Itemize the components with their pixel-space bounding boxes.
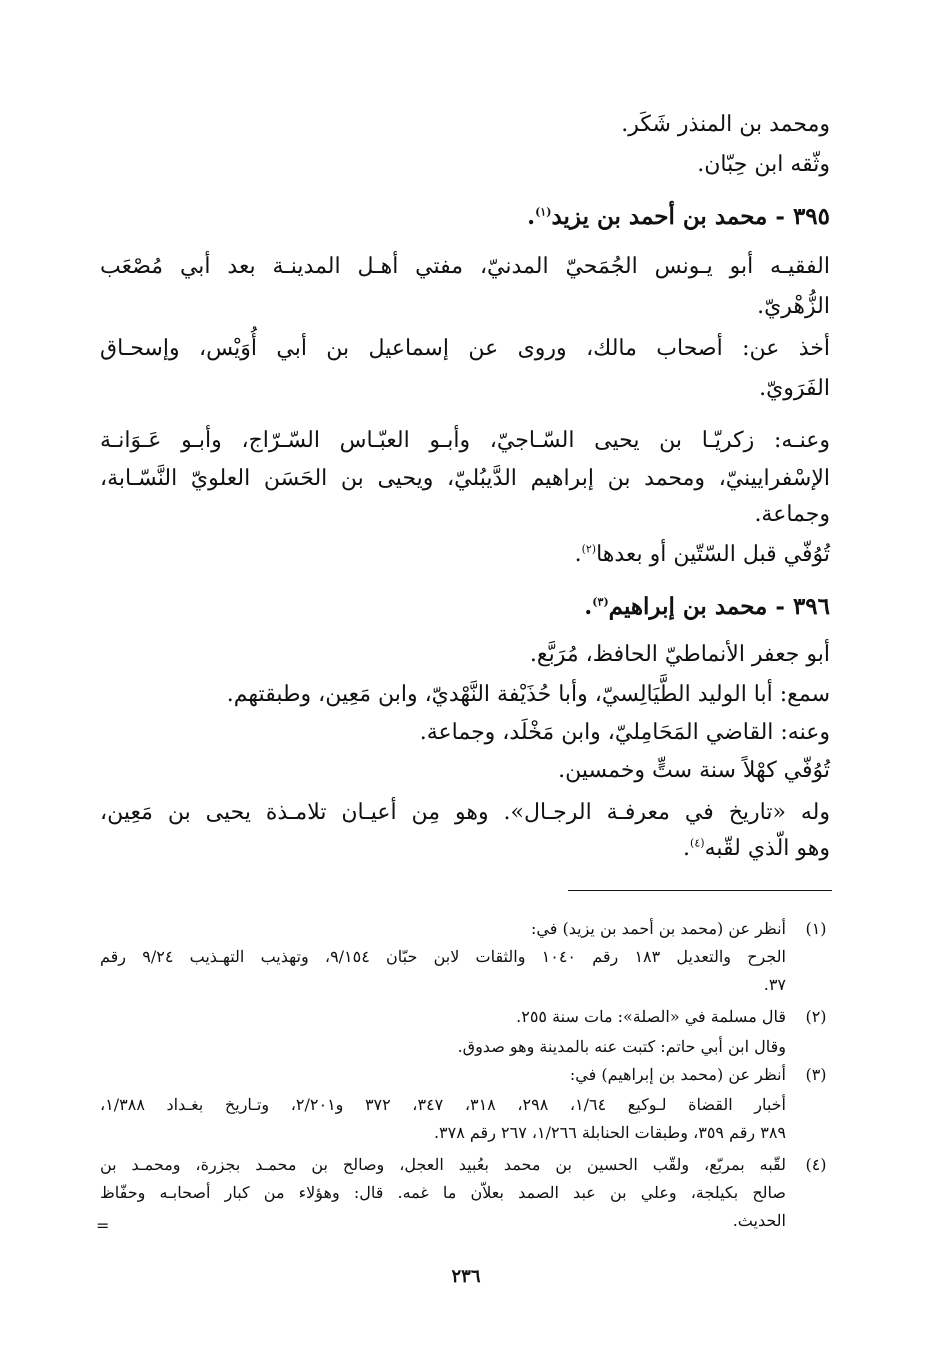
text-line: ومحمد بن المنذر شَكَر. (621, 112, 830, 137)
text-line: وهو الّذي لقّبه$^{(٤)}$. (683, 836, 830, 861)
footnote-ref: (٣) (592, 595, 609, 609)
text-line: وعنـه: زكريّـا بن يحيى السّـاجيّ، وأبـو العبّـاس السّـرّاج، وأبـو عَـوَانـة (100, 428, 830, 453)
text-line: سمع: أبا الوليد الطَّيَالِسيّ، وأبا حُذَيْفة النَّهْديّ، وابن مَعِين، وطبقتهم. (226, 682, 830, 707)
text-line: تُوُفّي كهْلاً سنة ستٍّ وخمسين. (558, 758, 830, 783)
text-line: أبو جعفر الأنماطيّ الحافظ، مُرَبَّع. (529, 642, 830, 667)
footnote-line: صالح بكيلجة، وعلي بن عبد الصمد بعلاّن ما غمه. قال: وهؤلاء من كبار أصحابـه وحفّاظ (100, 1183, 786, 1202)
footnote-line: ٣٨٩ رقم ٣٥٩، وطبقات الحنابلة ١/٢٦٦، ٢٦٧ رقم ٣٧٨. (433, 1123, 786, 1142)
text-line: وثّقه ابن حِبّان. (697, 152, 830, 177)
footnote-ref: (٢) (581, 542, 597, 556)
footnote-line: الحديث. (732, 1211, 786, 1230)
footnote-line: لقّبه بمربّع، ولقّب الحسين بن محمد بعُبيد العجل، وصالح بن محمـد بجزرة، ومحمـد بن (100, 1155, 787, 1174)
continuation-mark: = (96, 1216, 110, 1235)
page-number: ٢٣٦ (451, 1266, 481, 1287)
footnote-number: (١) (805, 919, 827, 938)
text-line: الزُّهْريّ. (757, 294, 830, 319)
footnote-number: (٢) (805, 1007, 827, 1026)
text-line: وجماعة. (754, 502, 830, 527)
footnote-line: الجرح والتعديل ١٨٣ رقم ١٠٤٠ والثقات لابن حبّان ٩/١٥٤، وتهذيب التهـذيب ٩/٢٤ رقم (100, 947, 787, 966)
text-line: الإسْفرايينيّ، ومحمد بن إبراهيم الدَّيبُليّ، ويحيى بن الحَسَن العلويّ النَّسّـابة، (100, 466, 830, 491)
footnote-line: أنظر عن (محمد بن إبراهيم) في: (569, 1065, 786, 1084)
text-line: تُوُفّي قبل السّتّين أو بعدها$^{(٢)}$. (574, 542, 830, 567)
text-line: وعنه: القاضي المَحَامِليّ، وابن مَخْلَد، وجماعة. (419, 720, 830, 745)
footnote-ref: (١) (535, 205, 552, 219)
text-line: وله «تاريخ في معرفـة الرجـال». وهو مِن أعيـان تلامـذة يحيى بن مَعِين، (100, 800, 830, 825)
footnote-line: قال مسلمة في «الصلة»: مات سنة ٢٥٥. (516, 1007, 786, 1026)
footnote-number: (٤) (805, 1155, 827, 1174)
footnote-number: (٣) (805, 1065, 827, 1084)
text-line: الفَرَويّ. (759, 376, 830, 401)
footnote-line: أخبار القضاة لـوكيع ١/٦٤، ٢٩٨، ٣١٨، ٣٤٧، ٣٧٢ و٢/٢٠١، وتـاريخ بغـداد ١/٣٨٨، (100, 1095, 786, 1114)
entry-396-heading: ٣٩٦ - محمد بن إبراهيم$^{(٣)}$. (584, 593, 830, 620)
footnote-line: ٣٧. (763, 975, 786, 994)
text-line: أخذ عن: أصحاب مالك، وروى عن إسماعيل بن أبي أُوَيْس، وإسحـاق (100, 336, 830, 361)
text-line: الفقيـه أبو يـونس الجُمَحيّ المدنيّ، مفتي أهـل المدينـة بعد أبي مُصْعَب (100, 254, 830, 279)
entry-395-heading: ٣٩٥ - محمد بن أحمد بن يزيد$^{(١)}$. (527, 203, 830, 230)
footnote-separator (568, 890, 832, 891)
footnote-line: وقال ابن أبي حاتم: كتبت عنه بالمدينة وهو صدوق. (457, 1037, 786, 1056)
footnote-ref: (٤) (690, 836, 705, 850)
footnote-line: أنظر عن (محمد بن أحمد بن يزيد) في: (531, 919, 786, 938)
